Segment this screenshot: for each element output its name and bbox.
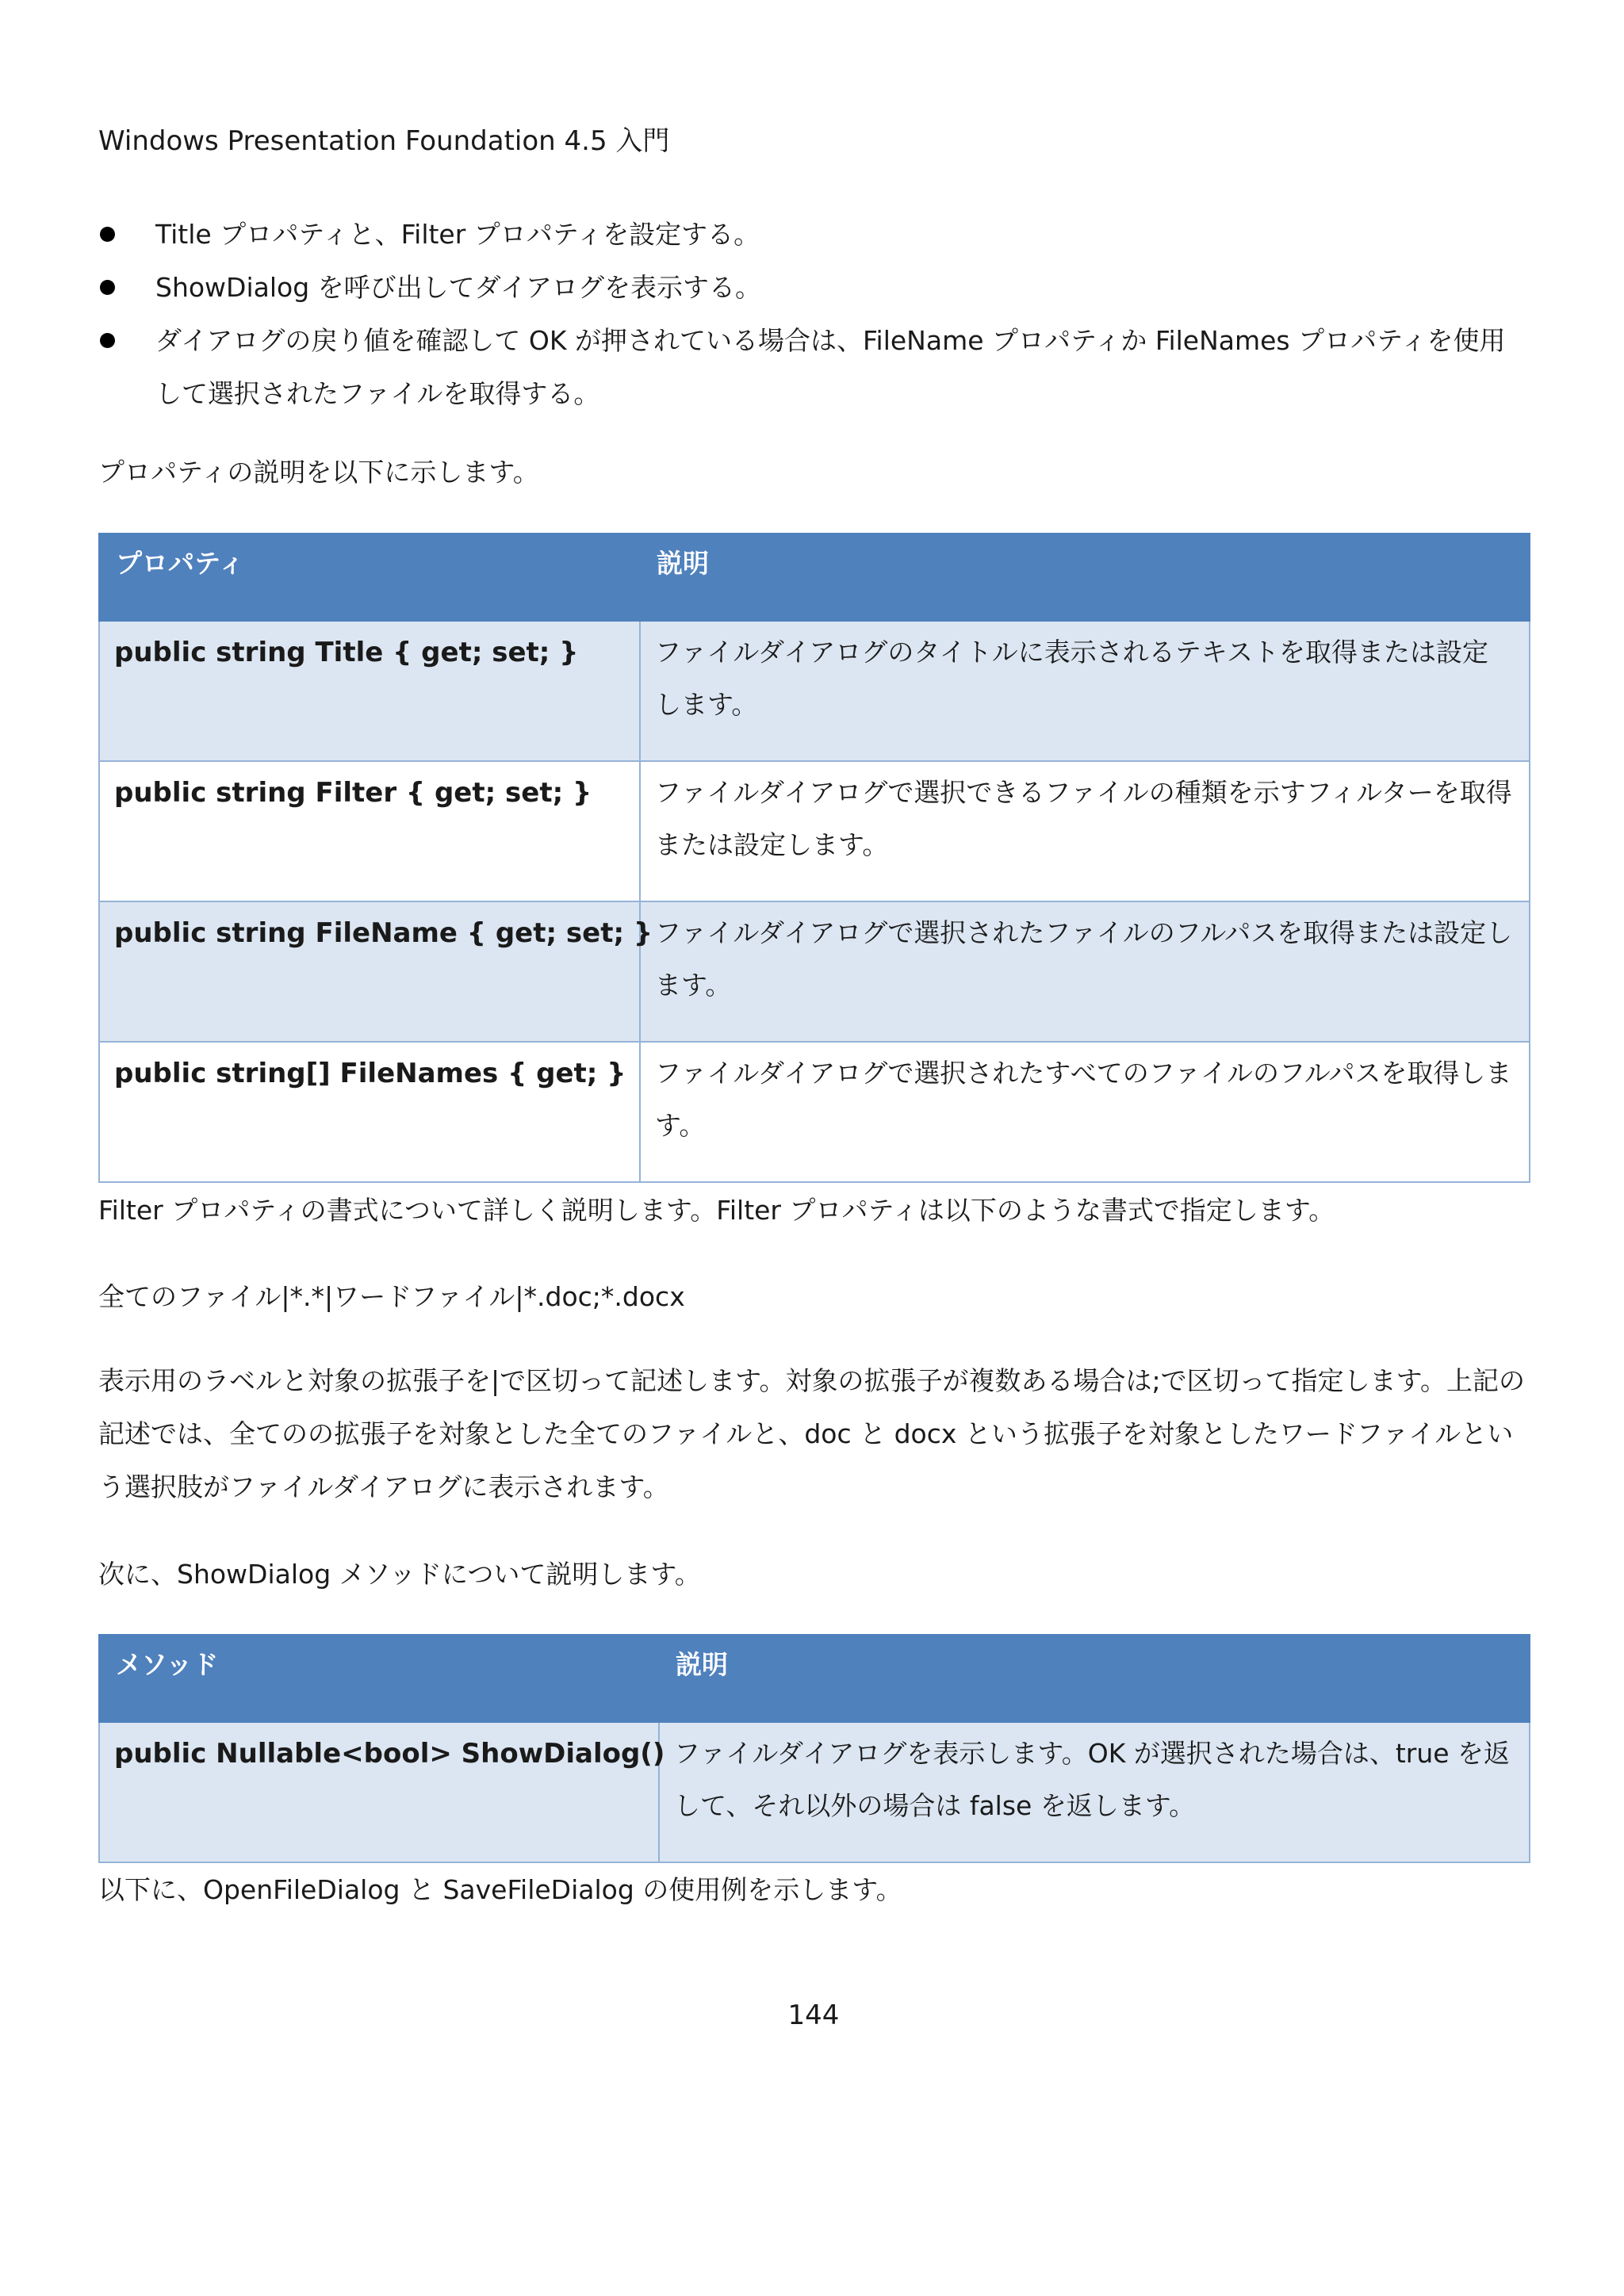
column-header-method: メソッド (99, 1635, 659, 1722)
list-item-text: Title プロパティと、Filter プロパティを設定する。 (155, 219, 760, 250)
list-item (98, 314, 1529, 420)
bullet-icon (100, 280, 115, 295)
list-item (98, 208, 1529, 261)
column-header-description: 説明 (640, 534, 1530, 621)
list-item-text: ダイアログの戻り値を確認して OK が押されている場合は、FileName プロパティか FileNames プロパティを使用して選択されたファイルを取得する。 (155, 325, 1506, 409)
table-header-row (99, 534, 1530, 621)
table-row (99, 1042, 1530, 1182)
property-description: ファイルダイアログで選択されたすべてのファイルのフルパスを取得します。 (640, 1042, 1530, 1182)
property-signature: public string Title { get; set; } (99, 621, 640, 761)
example-intro: 以下に、OpenFileDialog と SaveFileDialog の使用例を示します。 (98, 1874, 902, 1905)
property-description: ファイルダイアログで選択されたファイルのフルパスを取得または設定します。 (640, 901, 1530, 1042)
bullet-icon (100, 333, 115, 348)
method-signature: public Nullable<bool> ShowDialog() (99, 1722, 659, 1862)
filter-explanation: 表示用のラベルと対象の拡張子を|で区切って記述します。対象の拡張子が複数ある場合は;で区切って指定します。上記の記述では、全てのの拡張子を対象とした全てのファイルと、doc と docx という拡張子を対象としたワードファイルという選択肢がファイルダイアログに表示されます。 (98, 1365, 1525, 1502)
method-table (98, 1634, 1530, 1863)
steps-list (98, 208, 1529, 420)
property-signature: public string FileName { get; set; } (99, 901, 640, 1042)
property-description: ファイルダイアログで選択できるファイルの種類を示すフィルターを取得または設定します。 (640, 761, 1530, 901)
property-signature: public string Filter { get; set; } (99, 761, 640, 901)
column-header-description: 説明 (659, 1635, 1530, 1722)
property-intro: プロパティの説明を以下に示します。 (98, 457, 539, 488)
table-header-row (99, 1635, 1530, 1722)
bullet-icon (100, 227, 115, 242)
list-item-text: ShowDialog を呼び出してダイアログを表示する。 (155, 272, 761, 303)
table-row (99, 1722, 1530, 1862)
property-table (98, 533, 1530, 1183)
list-item (98, 261, 1529, 314)
property-signature: public string[] FileNames { get; } (99, 1042, 640, 1182)
page-number: 144 (787, 1999, 840, 2031)
property-description: ファイルダイアログのタイトルに表示されるテキストを取得または設定します。 (640, 621, 1530, 761)
table-row (99, 901, 1530, 1042)
filter-example: 全てのファイル|*.*|ワードファイル|*.doc;*.docx (98, 1281, 685, 1312)
column-header-property: プロパティ (99, 534, 640, 621)
running-header: Windows Presentation Foundation 4.5 入門 (98, 125, 670, 157)
table-row (99, 761, 1530, 901)
filter-intro: Filter プロパティの書式について詳しく説明します。Filter プロパティは以下のような書式で指定します。 (98, 1195, 1335, 1226)
table-row (99, 621, 1530, 761)
method-intro: 次に、ShowDialog メソッドについて説明します。 (98, 1559, 701, 1590)
method-description: ファイルダイアログを表示します。OK が選択された場合は、true を返して、それ以外の場合は false を返します。 (659, 1722, 1530, 1862)
